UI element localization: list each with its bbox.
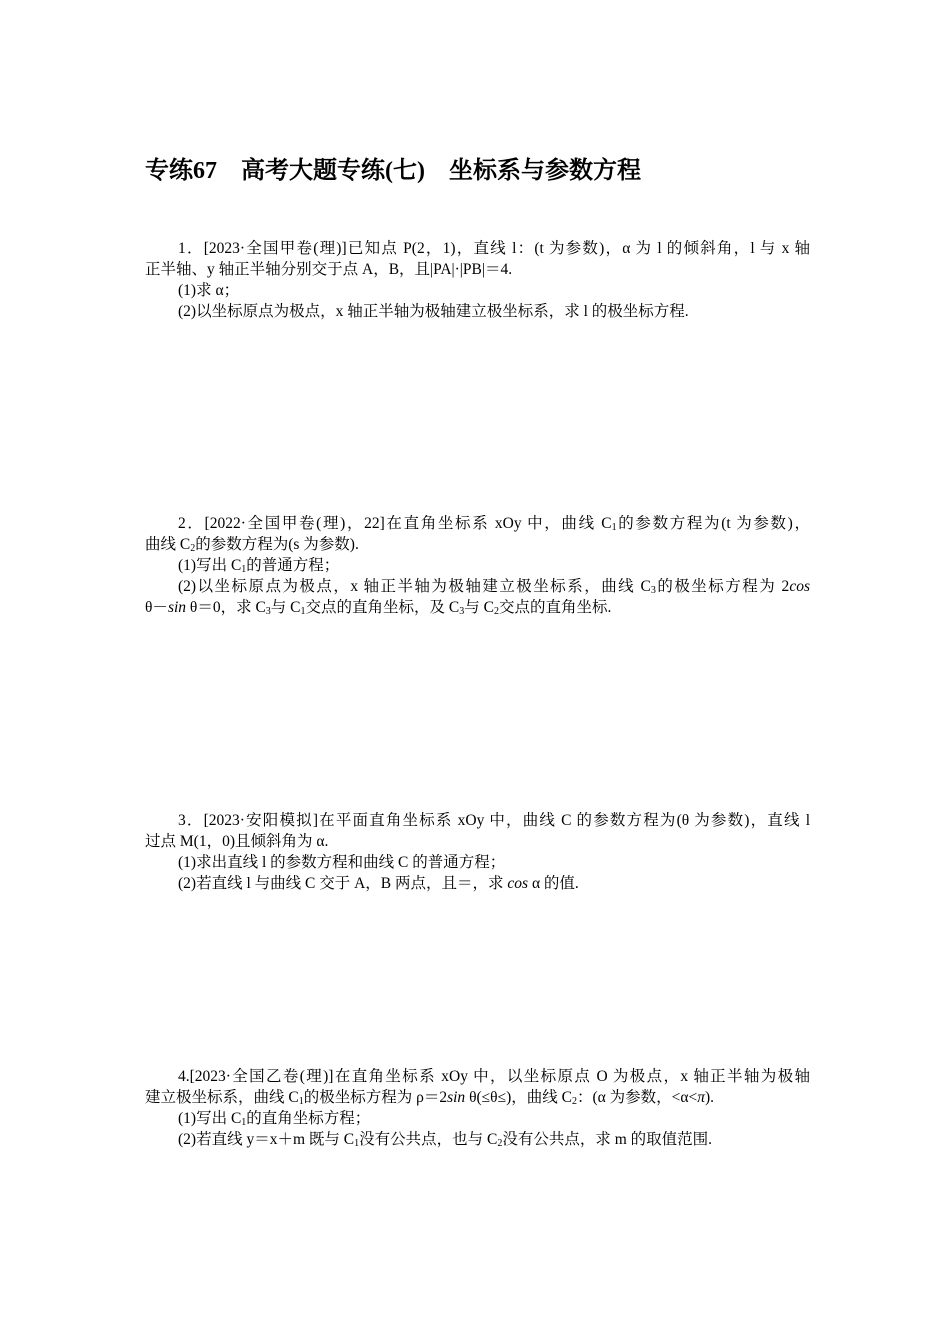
problem-4-stem-line-2: 建立极坐标系，曲线 $C_1$的极坐标方程为 ρ＝2sin θ(≤θ≤)，曲线 $C_2$：(α 为参数，<α<π). [145, 1089, 715, 1107]
problem-1-question-2: (2)以坐标原点为极点，x 轴正半轴为极轴建立极坐标系，求 l 的极坐标方程. [178, 303, 689, 320]
problem-4-stem-line-1: 4.[2023·全国乙卷(理)]在直角坐标系 xOy 中，以坐标原点 O 为极点，x 轴正半轴为极轴 [178, 1068, 810, 1085]
problem-2-question-2-line-2: θ－sin θ＝0，求 $C_3$与 $C_1$交点的直角坐标，及 $C_3$与 $C_2$交点的直角坐标. [145, 599, 612, 617]
problem-3-question-1: (1)求出直线 l 的参数方程和曲线 C 的普通方程； [178, 854, 506, 871]
problem-4 [145, 1066, 810, 1150]
problem-1-stem-line-2: 正半轴、y 轴正半轴分别交于点 A，B，且|PA|·|PB|＝4. [145, 261, 513, 278]
problem-4-question-2: (2)若直线 y＝x＋m 既与 $C_1$没有公共点，也与 $C_2$没有公共点，求 m 的取值范围. [178, 1131, 712, 1149]
problem-3-question-2: (2)若直线 l 与曲线 C 交于 A，B 两点，且＝，求 cos α 的值. [178, 875, 579, 892]
problem-1-question-1: (1)求 α； [178, 282, 240, 299]
problem-2 [145, 513, 810, 618]
problem-1-stem-line-1: 1．[2023·全国甲卷(理)]已知点 P(2，1)，直线 l：(t 为参数)，α 为 l 的倾斜角，l 与 x 轴 [178, 240, 810, 257]
problem-2-stem-line-2: 曲线 $C_2$的参数方程为(s 为参数). [145, 536, 359, 554]
problem-2-question-1: (1)写出 $C_1$的普通方程； [178, 557, 340, 575]
problem-2-stem-line-1: 2．[2022·全国甲卷(理)，22]在直角坐标系 xOy 中，曲线 $C_1$的参数方程为(t 为参数)， [178, 515, 811, 533]
problem-4-question-1: (1)写出 $C_1$的直角坐标方程； [178, 1110, 371, 1128]
problem-1 [145, 238, 810, 322]
page-title: 专练67 高考大题专练(七) 坐标系与参数方程 [145, 158, 641, 184]
problem-2-question-2-line-1: (2)以坐标原点为极点，x 轴正半轴为极轴建立极坐标系，曲线 $C_3$的极坐标方程为 2cos [178, 578, 810, 596]
problem-3 [145, 810, 810, 894]
problem-3-stem-line-2: 过点 M(1，0)且倾斜角为 α. [145, 833, 329, 850]
problem-3-stem-line-1: 3．[2023·安阳模拟]在平面直角坐标系 xOy 中，曲线 C 的参数方程为(θ 为参数)，直线 l [178, 812, 810, 829]
